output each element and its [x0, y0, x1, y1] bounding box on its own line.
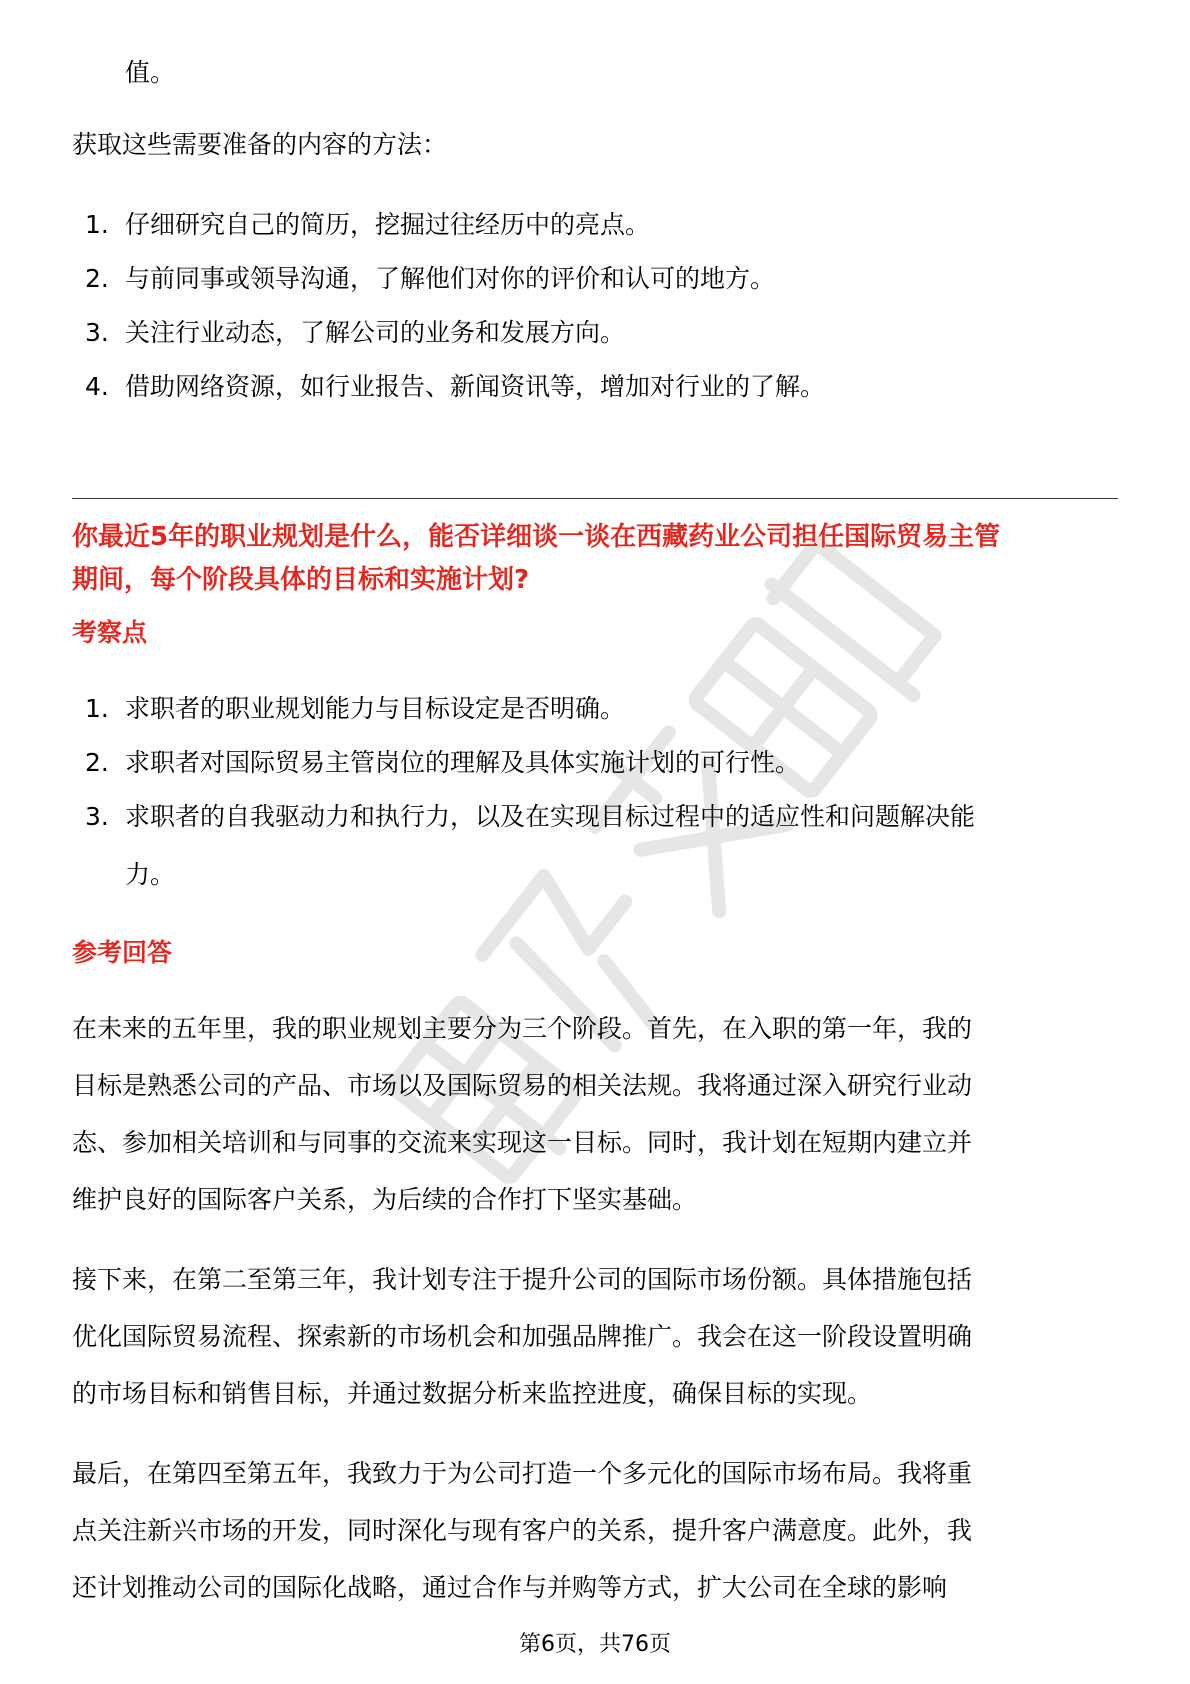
question-line-2: 期间，每个阶段具体的目标和实施计划? — [72, 565, 530, 595]
list-text: 求职者的自我驱动力和执行力，以及在实现目标过程中的适应性和问题解决能 — [125, 802, 976, 831]
methods-intro: 获取这些需要准备的内容的方法： — [72, 130, 448, 159]
list-text: 仔细研究自己的简历，挖掘过往经历中的亮点。 — [125, 210, 651, 239]
list-text: 求职者对国际贸易主管岗位的理解及具体实施计划的可行性。 — [125, 748, 801, 777]
continuation-text: 值。 — [125, 58, 176, 87]
list-text: 与前同事或领导沟通，了解他们对你的评价和认可的地方。 — [125, 264, 776, 293]
list-text-continuation: 力。 — [125, 860, 176, 889]
answer-heading: 参考回答 — [72, 938, 173, 967]
paragraph-line: 最后，在第四至第五年，我致力于为公司打造一个多元化的国际市场布局。我将重 — [72, 1459, 973, 1488]
paragraph-line: 还计划推动公司的国际化战略，通过合作与并购等方式，扩大公司在全球的影响 — [72, 1573, 948, 1602]
section-divider — [72, 498, 1118, 499]
list-number: 1. — [85, 210, 109, 239]
paragraph-line: 态、参加相关培训和与同事的交流来实现这一目标。同时，我计划在短期内建立并 — [72, 1128, 973, 1157]
list-number: 4. — [85, 372, 109, 401]
question-line-1: 你最近5年的职业规划是什么，能否详细谈一谈在西藏药业公司担任国际贸易主管 — [72, 522, 1001, 552]
list-text: 求职者的职业规划能力与目标设定是否明确。 — [125, 694, 626, 723]
paragraph-line: 优化国际贸易流程、探索新的市场机会和加强品牌推广。我会在这一阶段设置明确 — [72, 1322, 973, 1351]
list-number: 3. — [85, 802, 109, 831]
list-text: 借助网络资源，如行业报告、新闻资讯等，增加对行业的了解。 — [125, 372, 826, 401]
list-number: 1. — [85, 694, 109, 723]
paragraph-line: 目标是熟悉公司的产品、市场以及国际贸易的相关法规。我将通过深入研究行业动 — [72, 1071, 973, 1100]
list-number: 2. — [85, 264, 109, 293]
paragraph-line: 维护良好的国际客户关系，为后续的合作打下坚实基础。 — [72, 1185, 698, 1214]
paragraph-line: 在未来的五年里，我的职业规划主要分为三个阶段。首先，在入职的第一年，我的 — [72, 1014, 973, 1043]
page-footer: 第6页，共76页 — [519, 1632, 671, 1657]
focus-heading: 考察点 — [72, 618, 148, 647]
paragraph-line: 接下来，在第二至第三年，我计划专注于提升公司的国际市场份额。具体措施包括 — [72, 1265, 973, 1294]
paragraph-line: 点关注新兴市场的开发，同时深化与现有客户的关系，提升客户满意度。此外，我 — [72, 1516, 973, 1545]
paragraph-line: 的市场目标和销售目标，并通过数据分析来监控进度，确保目标的实现。 — [72, 1379, 873, 1408]
list-number: 2. — [85, 748, 109, 777]
list-number: 3. — [85, 318, 109, 347]
list-text: 关注行业动态，了解公司的业务和发展方向。 — [125, 318, 626, 347]
